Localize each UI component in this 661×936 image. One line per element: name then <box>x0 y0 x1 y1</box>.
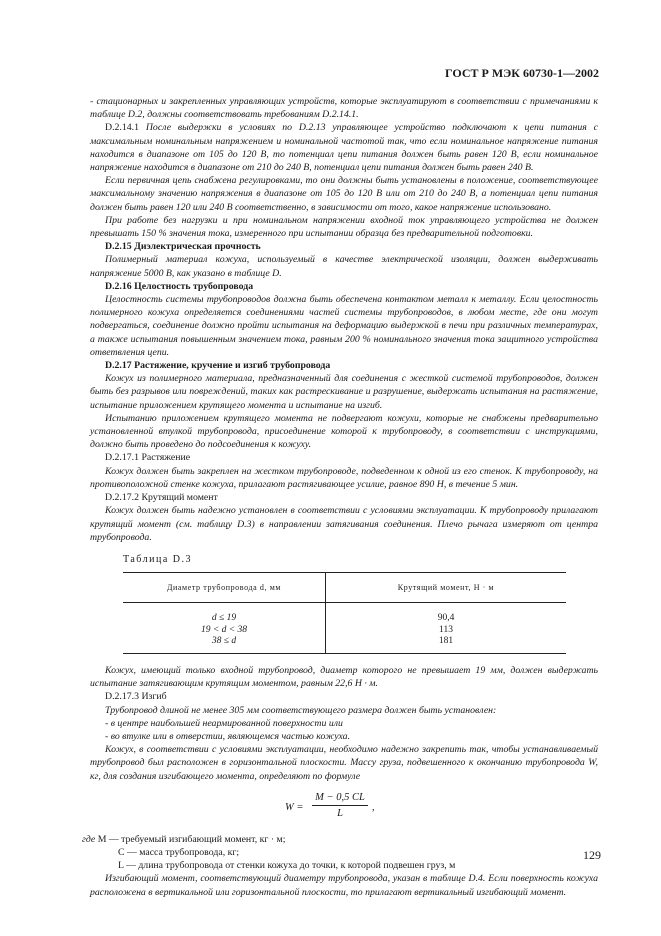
page-number: 129 <box>583 848 601 862</box>
section-heading: D.2.17 Растяжение, кручение и изгиб трубопровода <box>105 360 331 372</box>
where-c: C — масса трубопровода, кг; <box>118 846 240 858</box>
subsection-heading: D.2.17.2 Крутящий момент <box>105 492 218 504</box>
section-heading: D.2.16 Целостность трубопровода <box>105 280 254 292</box>
paragraph: Кожух, в соответствии с условиями эксплуатации, необходимо надежно закрепить так, чтобы устанавливаемый трубопровод был расположен в горизонтальной плоскости. Массу груза, подвешенного к окончанию трубопровода W, кг, для создания изгибающего момента, определяют по формуле <box>90 744 598 782</box>
formula-numerator: M − 0,5 CL <box>312 791 368 806</box>
where-m: M — требуемый изгибающий момент, кг · м; <box>97 833 286 845</box>
where-lead: где <box>82 833 96 845</box>
table-cell: 90,4 <box>437 613 455 624</box>
table-caption: Таблица D.3 <box>123 553 192 565</box>
paragraph: Если первичная цепь снабжена регулировками, то они должны быть установлены в положение, соответствующее максимальному значению напряжения в диапазоне от 105 до 120 В или от 210 до 240 В, а потенциал цепи питания должен быть равен 120 или 240 В соответственно, в зависимости от того, какое напряжение использовано. <box>90 175 598 213</box>
table-cell: 113 <box>439 624 453 635</box>
table-cell: 38 ≤ d <box>211 636 237 647</box>
paragraph: Испытанию приложением крутящего момента не подвергают кожухи, которые не снабжены предварительно установленной втулкой трубопровода, присоединение которой к трубопроводу, в соответствии с инструкциями, должно быть проведено до подсоединения к кожуху. <box>90 412 598 451</box>
paragraph: Трубопровод длиной не менее 305 мм соответствующего размера должен быть установлен: <box>105 704 497 716</box>
column-header: Крутящий момент, Н · м <box>326 573 567 603</box>
paragraph: Изгибающий момент, соответствующий диаметру трубопровода, указан в таблице D.4. Если поверхность кожуха расположена в вертикальной или горизонтальной плоскости, то прилагают вертикальный изгибающий момент. <box>90 873 598 898</box>
where-l: L — длина трубопровода от стенки кожуха до точки, к которой подвешен груз, м <box>118 860 456 872</box>
document-body <box>82 95 598 899</box>
paragraph <box>90 121 598 174</box>
paragraph: - стационарных и закрепленных управляющих устройств, которые эксплуатируют в соответствии с примечаниями к таблице D.2, должны соответствовать требованиям D.2.14.1. <box>90 96 598 121</box>
where-line <box>82 833 598 846</box>
formula-denominator: L <box>337 807 343 819</box>
table-header-row <box>123 573 566 603</box>
column-header: Диаметр трубопровода d, мм <box>123 573 326 603</box>
subsection-heading: D.2.17.1 Растяжение <box>105 452 191 464</box>
paragraph: Кожух должен быть закреплен на жестком трубопроводе, подведенном к одной из его стенок. К трубопроводу, на противоположной стенке кожуха, прилагают растягивающее усилие, равное 890 Н, в течение 5 мин. <box>90 465 598 490</box>
torque-column <box>326 603 567 654</box>
table-cell: 19 < d < 38 <box>200 624 248 635</box>
clause-number: D.2.14.1 <box>105 122 140 134</box>
torque-table <box>123 572 566 654</box>
paragraph: Кожух, имеющий только входной трубопровод, диаметр которого не превышает 19 мм, должен выдержать испытание затягивающим крутящим моментом, равным 22,6 Н · м. <box>90 664 598 690</box>
paragraph: Кожух должен быть надежно установлен в соответствии с условиями эксплуатации. К трубопроводу прилагают крутящий момент (см. таблицу D.3) в направлении затягивания соединения. Плечо рычага измеряют от центра трубопровода. <box>90 505 598 543</box>
paragraph: Кожух из полимерного материала, предназначенный для соединения с жесткой системой трубопроводов, должен быть без разрывов или повреждений, таких как растрескивание и разрушение, выдержать испытания на растяжение, испытание приложением крутящего момента и испытание на изгиб. <box>90 373 598 411</box>
document-header: ГОСТ Р МЭК 60730-1—2002 <box>445 66 599 80</box>
diameter-column <box>123 603 326 654</box>
table-cell: 181 <box>438 636 454 647</box>
formula-fraction <box>312 791 368 820</box>
table-cell: d ≤ 19 <box>211 613 237 624</box>
paragraph: Полимерный материал кожуха, используемый в качестве электрической изоляции, должен выдерживать напряжение 5000 В, как указано в таблице D. <box>90 254 598 279</box>
paragraph: При работе без нагрузки и при номинальном напряжении входной ток управляющего устройства не должен превышать 150 % значения тока, измеренного при испытании образца без предварительной подготовки. <box>90 214 598 240</box>
paragraph: Целостность системы трубопроводов должна быть обеспечена контактом металл к металлу. Если целостность полимерного кожуха определяется соединениями частей системы трубопроводов, в любом месте, где они могут подвергаться, соединение должно пройти испытания на деформацию выдержкой в печи при различных температурах, а также испытания повышенным значением тока, равным 200 % номинального значения тока защитного устройства ответвления цепи. <box>90 294 598 358</box>
list-item: - в центре наибольшей неармированной поверхности или <box>105 717 343 729</box>
formula-lhs: W = <box>285 801 304 813</box>
section-heading: D.2.15 Диэлектрическая прочность <box>105 241 261 253</box>
clause-text: После выдержки в условиях по D.2.13 управляющее устройство подключают к цепи питания с максимальным номинальным напряжением и номинальной частотой так, что если номинальное напряжение питания находится в диапазоне от 105 до 120 В, то потенциал цепи питания должен быть равен 120 В, если номинальное напряжение находится в диапазоне от 210 до 240 В, потенциал цепи питания должен быть равен 240 В. <box>90 122 598 174</box>
formula-trail: , <box>372 801 375 813</box>
subsection-heading: D.2.17.3 Изгиб <box>105 691 167 703</box>
bending-formula <box>90 791 598 825</box>
list-item: - во втулке или в отверстии, являющемся частью кожуха. <box>105 730 351 742</box>
table-row <box>123 603 566 654</box>
